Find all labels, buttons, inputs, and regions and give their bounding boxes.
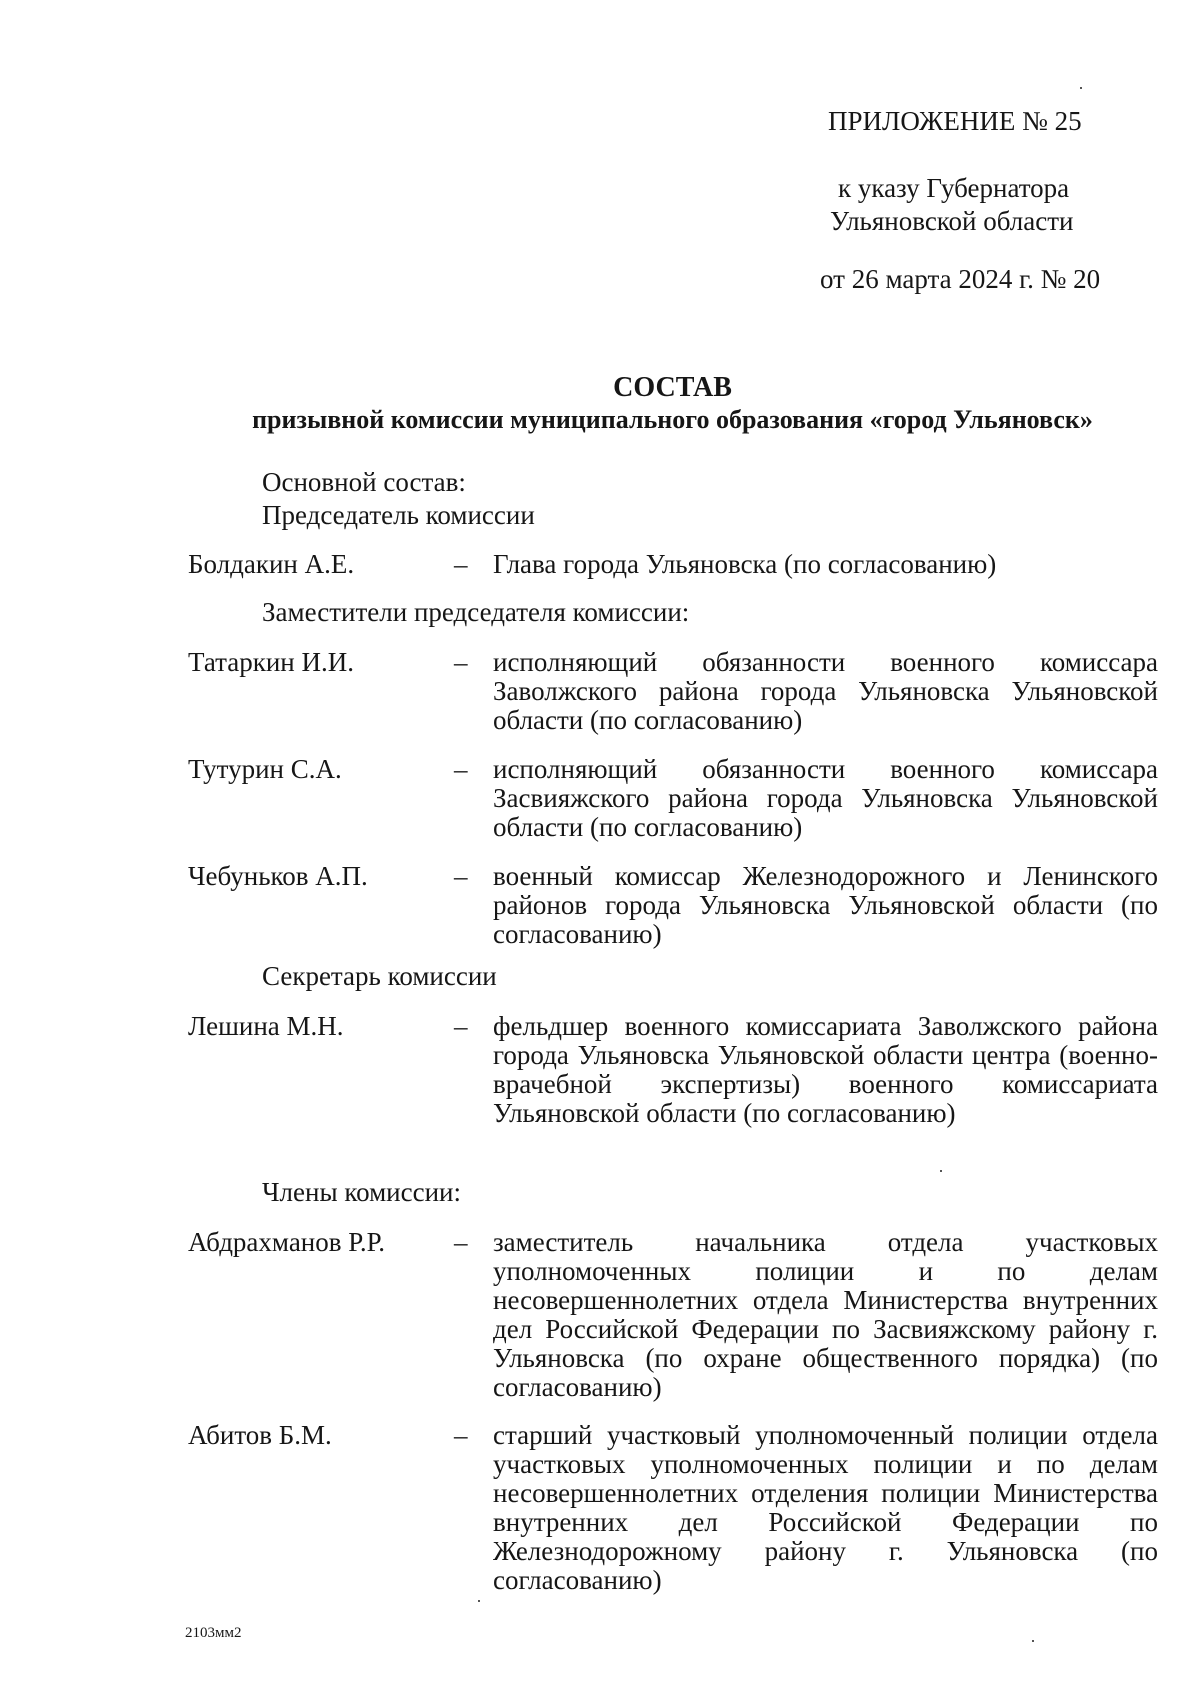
dash-separator: –: [454, 754, 468, 784]
member-name: Татаркин И.И.: [188, 647, 354, 677]
member-position: Глава города Ульяновска (по согласованию): [493, 549, 997, 579]
member-position: исполняющий обязанности военного комиссара Заволжского района города Ульяновска Ульяновской области (по согласованию): [493, 647, 1158, 735]
member-name: Чебуньков А.П.: [188, 861, 368, 891]
dash-separator: –: [454, 1420, 468, 1450]
scan-speck: [1032, 1640, 1034, 1642]
document-code: 2103мм2: [185, 1625, 242, 1641]
member-position: заместитель начальника отдела участковых уполномоченных полиции и по делам несовершеннолетних отдела Министерства внутренних дел Российской Федерации по Засвияжскому району г. Ульяновска (по охране общественного порядка) (по согласованию): [493, 1227, 1158, 1402]
scan-speck: [1080, 87, 1082, 89]
dash-separator: –: [454, 861, 468, 891]
member-position: старший участковый уполномоченный полиции отдела участковых уполномоченных полиции и по делам несовершеннолетних отделения полиции Министерства внутренних дел Российской Федерации по Железнодорожному району г. Ульяновска (по согласованию): [493, 1420, 1158, 1595]
member-name: Абитов Б.М.: [188, 1420, 332, 1450]
dash-separator: –: [454, 549, 468, 579]
member-position: военный комиссар Железнодорожного и Ленинского районов города Ульяновска Ульяновской области (по согласованию): [493, 861, 1158, 949]
section-deputies: Заместители председателя комиссии:: [262, 597, 690, 627]
appendix-number: ПРИЛОЖЕНИЕ № 25: [828, 106, 1082, 136]
scan-speck: [478, 1600, 480, 1602]
document-subtitle: призывной комиссии муниципального образования «город Ульяновск»: [252, 405, 1093, 434]
member-name: Тутурин С.А.: [188, 754, 342, 784]
region-name: Ульяновской области: [830, 206, 1074, 236]
section-main-composition: Основной состав:: [262, 467, 466, 497]
member-position: фельдшер военного комиссариата Заволжского района города Ульяновска Ульяновской области центра (военно-врачебной экспертизы) военного комиссариата Ульяновской области (по согласованию): [493, 1011, 1158, 1128]
dash-separator: –: [454, 647, 468, 677]
dash-separator: –: [454, 1011, 468, 1041]
member-name: Лешина М.Н.: [188, 1011, 344, 1041]
section-chairman: Председатель комиссии: [262, 500, 535, 530]
member-name: Болдакин А.Е.: [188, 549, 355, 579]
dash-separator: –: [454, 1227, 468, 1257]
member-name: Абдрахманов Р.Р.: [188, 1227, 386, 1257]
section-secretary: Секретарь комиссии: [262, 961, 497, 991]
decree-date: от 26 марта 2024 г. № 20: [820, 264, 1101, 294]
section-members: Члены комиссии:: [262, 1177, 461, 1207]
document-title: СОСТАВ: [613, 372, 732, 403]
member-position: исполняющий обязанности военного комиссара Засвияжского района города Ульяновска Ульяновской области (по согласованию): [493, 754, 1158, 842]
decree-reference: к указу Губернатора: [838, 173, 1070, 203]
scan-speck: [940, 1170, 942, 1172]
